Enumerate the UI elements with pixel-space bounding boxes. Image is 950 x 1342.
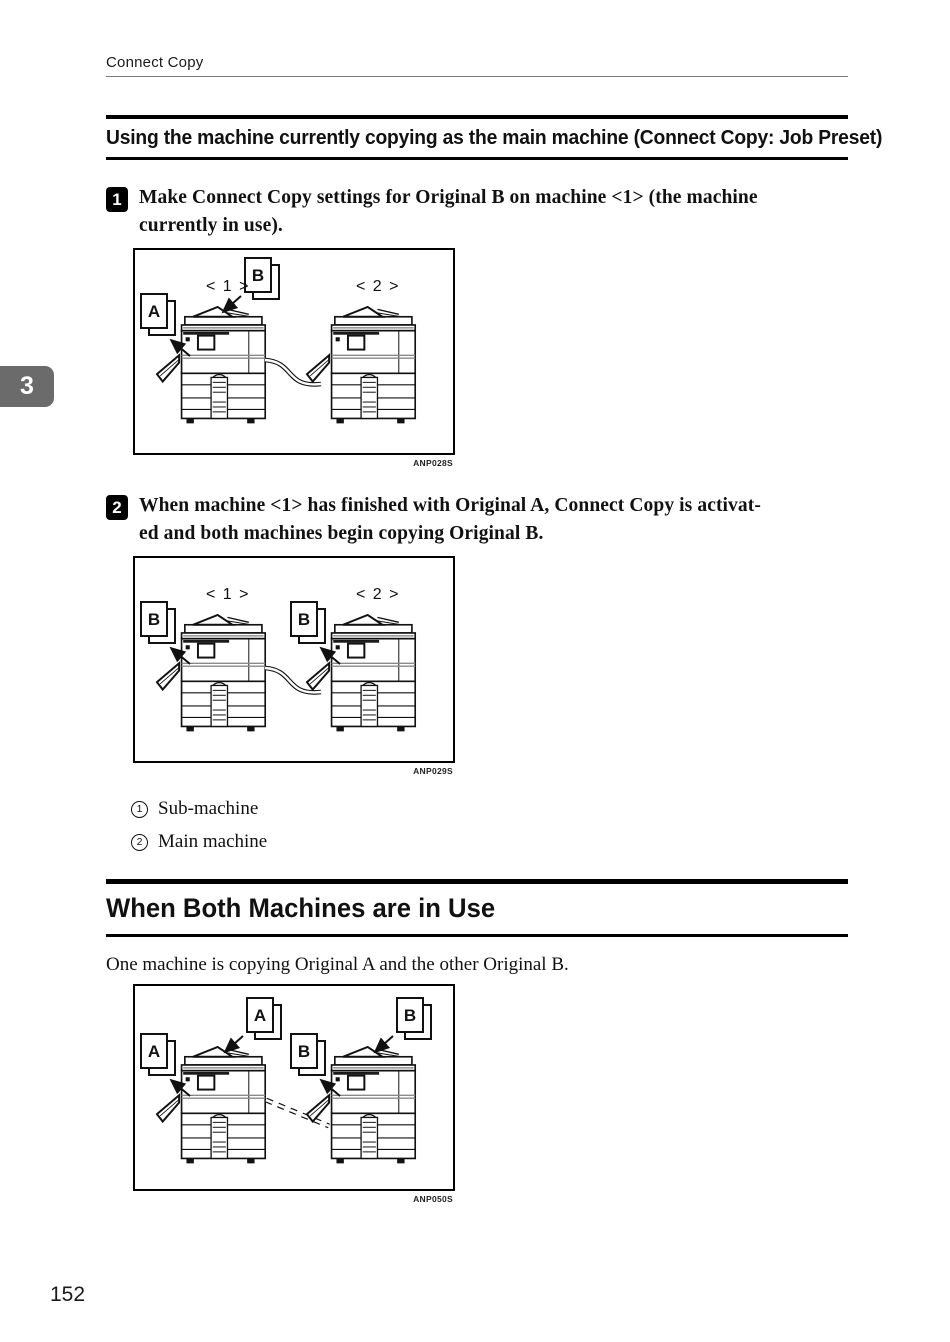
- figure-frame: [133, 556, 455, 763]
- page-number: 152: [50, 1283, 86, 1306]
- machine-1-label: < 1 >: [206, 278, 250, 295]
- connect-copy-diagram-2: [135, 558, 449, 761]
- feed-arrow: [223, 296, 241, 312]
- step-1-line-1: Make Connect Copy settings for Original B on machine <1> (the machine: [139, 187, 758, 208]
- connect-copy-diagram-1: [135, 250, 449, 453]
- step-2: [106, 492, 848, 548]
- paper-letter: A: [147, 302, 161, 321]
- legend-label: Sub-machine: [158, 798, 259, 819]
- header-rule: [106, 76, 848, 77]
- figure-caption: ANP029S: [413, 766, 453, 776]
- section-heading: When Both Machines are in Use: [106, 893, 496, 923]
- paper-letter: B: [403, 1006, 417, 1025]
- step-1: [106, 184, 848, 240]
- step-1-line-2: currently in use).: [139, 215, 283, 236]
- machine-1-label: < 1 >: [206, 586, 250, 603]
- legend-item-sub-machine: [131, 798, 848, 820]
- section-body-text: One machine is copying Original A and the other Original B.: [106, 954, 569, 975]
- circled-number-icon: 2: [131, 834, 148, 851]
- paper-letter: B: [147, 610, 161, 629]
- figure-both-in-use: [133, 984, 455, 1204]
- step-2-line-1: When machine <1> has finished with Original A, Connect Copy is activat-: [139, 495, 761, 516]
- legend-item-main-machine: [131, 831, 848, 853]
- paper-letter: A: [253, 1006, 267, 1025]
- feed-arrow: [225, 1036, 243, 1052]
- copier-machine-2: [307, 307, 415, 423]
- connect-copy-diagram-3: [135, 986, 449, 1189]
- subsection-heading: Using the machine currently copying as the main machine (Connect Copy: Job Preset): [106, 127, 883, 149]
- step-1-text: [139, 184, 758, 240]
- step-2-text: [139, 492, 761, 548]
- feed-arrow: [375, 1036, 393, 1052]
- step-2-line-2: ed and both machines begin copying Original B.: [139, 523, 544, 544]
- figure-legend: [131, 798, 848, 853]
- figure-job-preset-setup: [133, 248, 455, 468]
- figure-caption: ANP028S: [413, 458, 453, 468]
- section-heading-bar: [106, 879, 848, 937]
- figure-caption: ANP050S: [413, 1194, 453, 1204]
- paper-letter: A: [147, 1042, 161, 1061]
- paper-letter: B: [297, 1042, 311, 1061]
- legend-label: Main machine: [158, 831, 268, 852]
- figure-frame: [133, 984, 455, 1191]
- paper-letter: B: [251, 266, 265, 285]
- figure-frame: [133, 248, 455, 455]
- circled-number-icon: 1: [131, 801, 148, 818]
- machine-2-label: < 2 >: [356, 278, 400, 295]
- step-number-badge: 2: [106, 495, 128, 520]
- chapter-tab-number: 3: [20, 372, 34, 400]
- paper-letter: B: [297, 610, 311, 629]
- chapter-tab: [0, 366, 54, 407]
- running-header: Connect Copy: [106, 54, 204, 71]
- figure-both-copying-b: [133, 556, 455, 776]
- subsection-heading-bar: [106, 115, 883, 160]
- step-number-badge: 1: [106, 187, 128, 212]
- machine-2-label: < 2 >: [356, 586, 400, 603]
